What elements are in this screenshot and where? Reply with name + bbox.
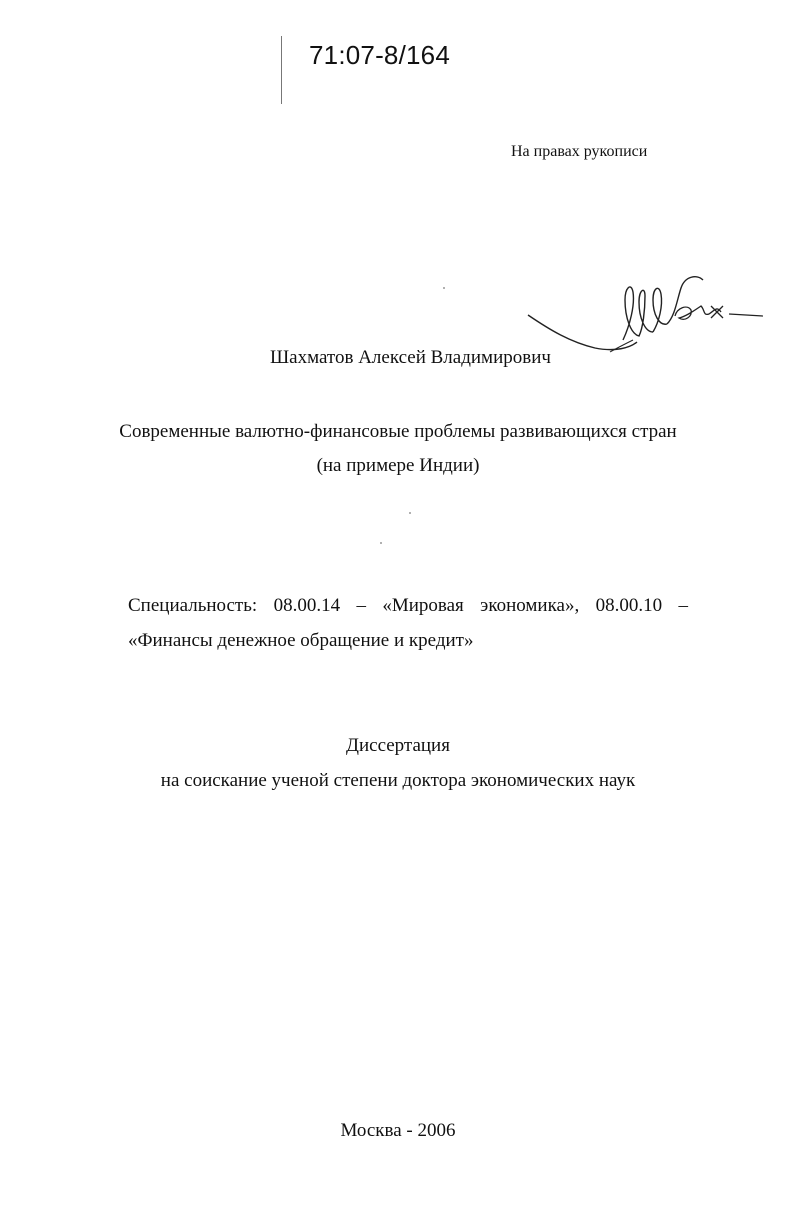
scan-speck [380,542,382,544]
rights-note: На правах рукописи [511,143,648,160]
scan-speck [443,287,445,289]
place-and-year: Москва - 2006 [340,1120,456,1141]
specialty-line-1: Специальность: 08.00.14 – «Мировая экономика», 08.00.10 – [128,595,688,616]
dissertation-subtitle: (на примере Индии) [316,455,480,476]
margin-line [281,36,282,104]
author-name: Шахматов Алексей Владимирович [270,347,551,368]
document-type: Диссертация [346,735,450,756]
handwritten-signature [525,270,775,360]
specialty-line-2: «Финансы денежное обращение и кредит» [128,630,474,651]
scan-speck [409,512,411,514]
catalog-number: 71:07-8/164 [309,40,450,70]
degree-description: на соискание ученой степени доктора экономических наук [160,770,636,791]
dissertation-title: Современные валютно-финансовые проблемы развивающихся стран [119,421,677,442]
